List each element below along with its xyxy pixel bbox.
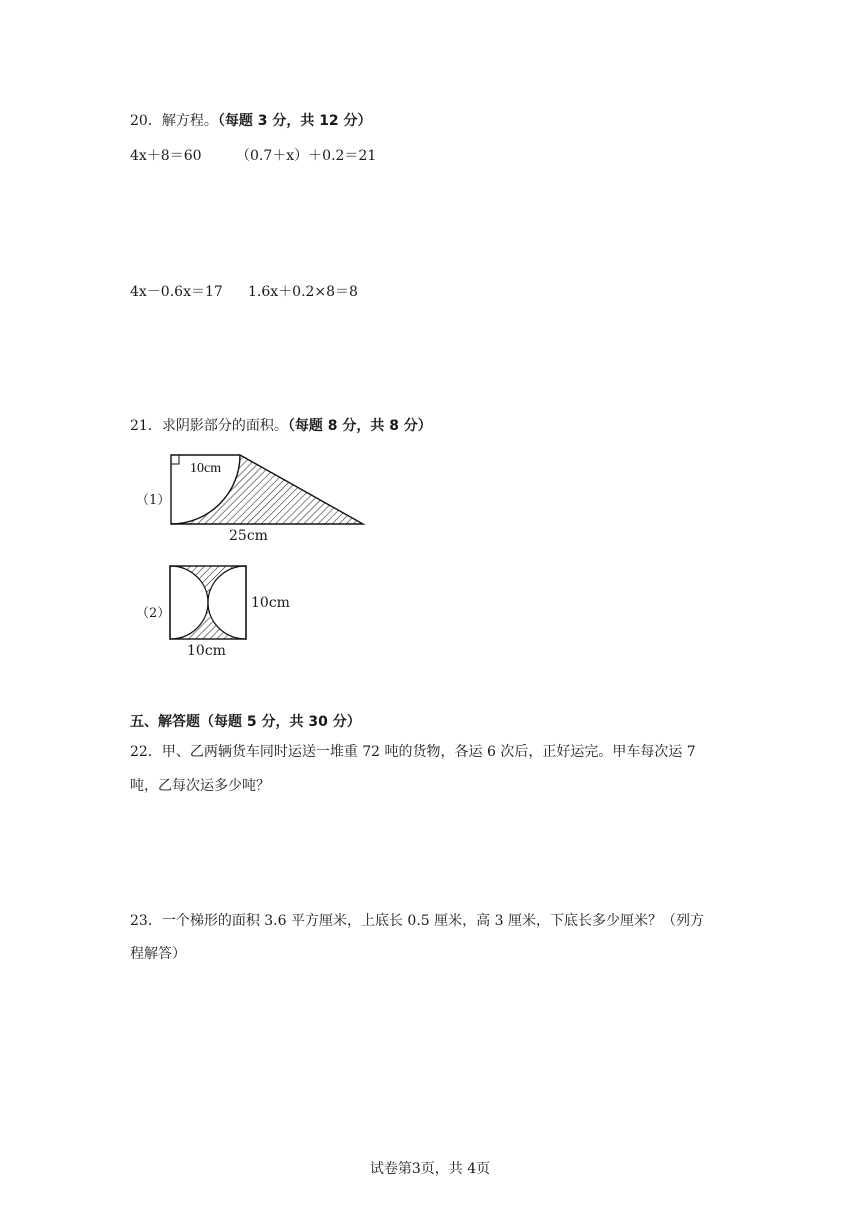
q20-score: （每题 3 分，共 12 分） <box>217 113 372 129</box>
q22-line-1: 22．甲、乙两辆货车同时运送一堆重 72 吨的货物，各运 6 次后，正好运完。甲车每次运 7 <box>130 744 696 760</box>
q21-header <box>130 416 432 436</box>
right-angle-marker <box>171 455 179 464</box>
q21-title: 21．求阴影部分的面积。 <box>130 418 288 434</box>
figure-1-diagram <box>160 448 380 548</box>
q22-line-2: 吨，乙每次运多少吨？ <box>130 778 270 794</box>
page-footer: 试卷第3页，共 4页 <box>369 1161 491 1177</box>
section-5-header: 五、解答题（每题 5 分，共 30 分） <box>130 714 361 730</box>
figure-2-side-label: 10cm <box>251 595 290 611</box>
figure-1-radius-label: 10cm <box>190 461 222 476</box>
q23-line-1: 23．一个梯形的面积 3.6 平方厘米，上底长 0.5 厘米，高 3 厘米，下底长多少厘米？（列方 <box>130 913 704 929</box>
q23-line-2: 程解答） <box>130 946 186 962</box>
q20-equation-3: 4x－0.6x＝17 <box>130 284 223 300</box>
figure-2-diagram <box>166 562 250 642</box>
figure-2-bottom-label: 10cm <box>187 643 226 659</box>
q20-header <box>130 111 372 131</box>
q21-score: （每题 8 分，共 8 分） <box>287 418 432 434</box>
figure-2-label: （2） <box>136 606 171 621</box>
q20-title: 20．解方程。 <box>130 113 218 129</box>
figure-1-base-label: 25cm <box>229 528 268 544</box>
q20-equation-1: 4x＋8＝60 <box>130 148 202 164</box>
figure-1-label: （1） <box>136 493 171 508</box>
q20-equation-2: （0.7＋x）＋0.2＝21 <box>236 148 377 164</box>
q20-equation-4: 1.6x＋0.2×8＝8 <box>248 284 358 300</box>
